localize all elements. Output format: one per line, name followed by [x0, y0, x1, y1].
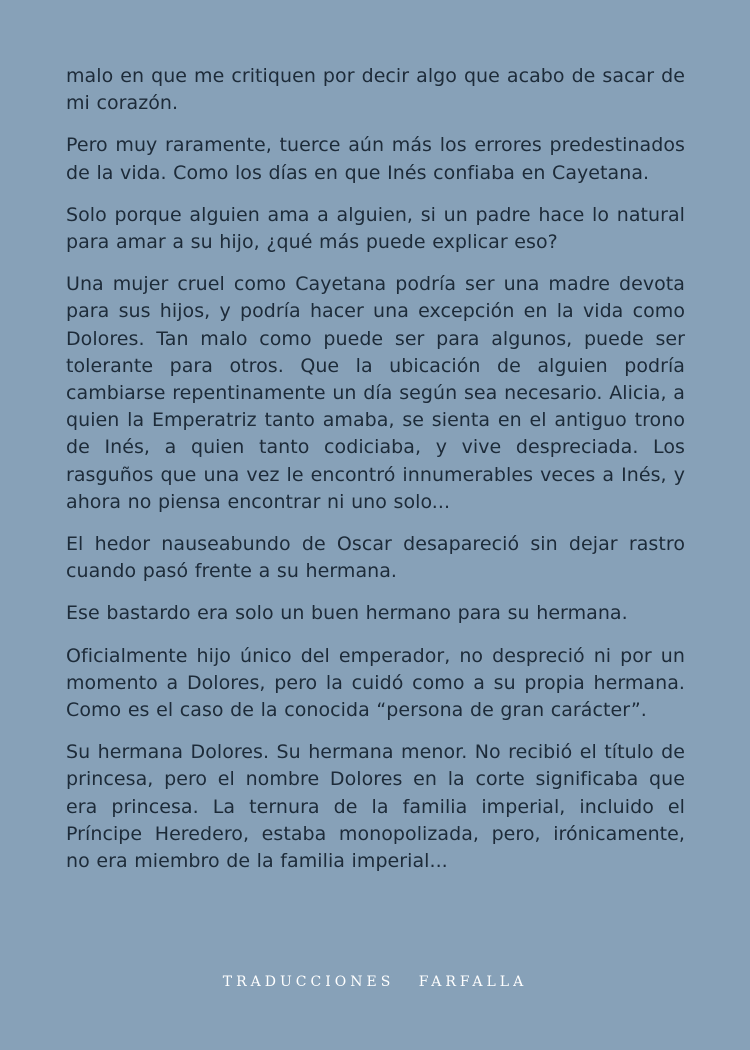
paragraph: Pero muy raramente, tuerce aún más los errores predestinados de la vida. Como los días en que Inés confiaba en Cayetana.	[66, 134, 685, 184]
page-body	[66, 63, 685, 890]
paragraph: Ese bastardo era solo un buen hermano para su hermana.	[66, 602, 628, 625]
paragraph: Su hermana Dolores. Su hermana menor. No recibió el título de princesa, pero el nombre Dolores en la corte significaba que era princesa. La ternura de la familia imperial, incluido el Príncipe Heredero, estaba monopolizada, pero, irónicamente, no era miembro de la familia imperial...	[66, 741, 685, 873]
paragraph: Oficialmente hijo único del emperador, no despreció ni por un momento a Dolores, pero la cuidó como a su propia hermana. Como es el caso de la conocida “persona de gran carácter”.	[66, 644, 685, 722]
paragraph: Una mujer cruel como Cayetana podría ser una madre devota para sus hijos, y podría hacer una excepción en la vida como Dolores. Tan malo como puede ser para algunos, puede ser tolerante para otros. Que la ubicación de alguien podría cambiarse repentinamente un día según sea necesario. Alicia, a quien la Emperatriz tanto amaba, se sienta en el antiguo trono de Inés, a quien tanto codiciaba, y vive despreciada. Los rasguños que una vez le encontró innumerables veces a Inés, y ahora no piensa encontrar ni uno solo...	[66, 273, 685, 513]
paragraph: El hedor nauseabundo de Oscar desapareció sin dejar rastro cuando pasó frente a su hermana.	[66, 533, 685, 583]
footer-credit: TRADUCCIONES FARFALLA	[222, 974, 528, 990]
paragraph: malo en que me critiquen por decir algo que acabo de sacar de mi corazón.	[66, 65, 685, 115]
paragraph: Solo porque alguien ama a alguien, si un padre hace lo natural para amar a su hijo, ¿qué más puede explicar eso?	[66, 203, 685, 254]
